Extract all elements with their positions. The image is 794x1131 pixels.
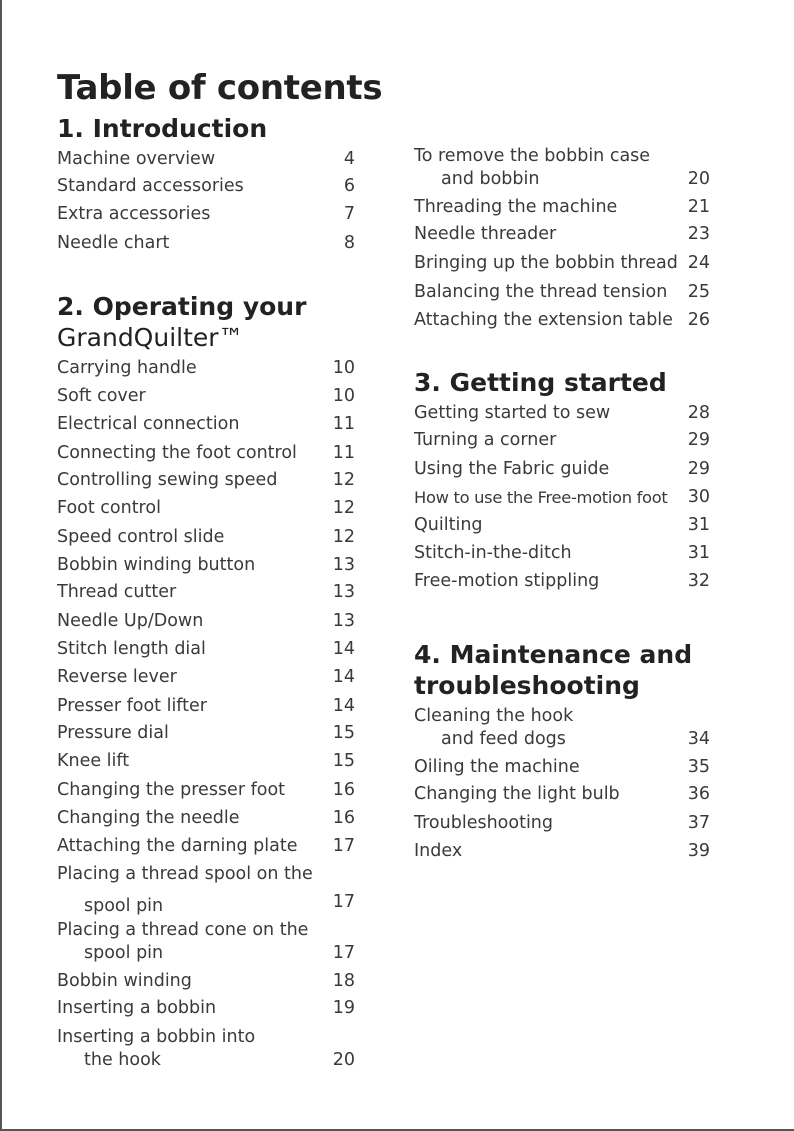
toc-entry-label: Presser foot lifter <box>57 696 207 716</box>
toc-entry-label: Extra accessories <box>57 204 211 224</box>
toc-entry-label: Free-motion stippling <box>414 571 600 591</box>
toc-entry-page: 30 <box>687 487 710 507</box>
document-title: Table of contents <box>57 68 383 108</box>
toc-entry-page: 13 <box>332 555 355 575</box>
section-title-introduction: 1. Introduction <box>57 114 268 143</box>
toc-entry-label: Quilting <box>414 515 483 535</box>
toc-entry-page: 18 <box>332 971 355 991</box>
toc-entry-label-line2: spool pin <box>84 896 164 916</box>
toc-entry-label: Stitch-in-the-ditch <box>414 543 572 563</box>
toc-entry-page: 7 <box>343 204 355 224</box>
toc-entry-label: Attaching the extension table <box>414 310 673 330</box>
toc-entry-label <box>57 1026 255 1072</box>
toc-entry-page: 25 <box>687 282 710 302</box>
toc-entry-page: 24 <box>687 253 710 273</box>
toc-entry-label: Troubleshooting <box>414 813 554 833</box>
section-title-getting-started: 3. Getting started <box>414 368 667 397</box>
toc-entry-page: 35 <box>687 757 710 777</box>
toc-entry-page: 36 <box>687 784 710 804</box>
toc-entry-label: Balancing the thread tension <box>414 282 668 302</box>
toc-entry-label: Needle chart <box>57 233 170 253</box>
toc-entry-label: Reverse lever <box>57 667 177 687</box>
toc-entry-page: 8 <box>343 233 355 253</box>
toc-entry-page: 31 <box>687 543 710 563</box>
toc-entry-page: 12 <box>332 498 355 518</box>
toc-entry-label: Machine overview <box>57 149 216 169</box>
toc-entry-page: 12 <box>332 527 355 547</box>
toc-entry-label: Bringing up the bobbin thread <box>414 253 678 273</box>
toc-entry-page: 37 <box>687 813 710 833</box>
toc-entry-label: Connecting the foot control <box>57 443 297 463</box>
section-title-maintenance-line2: troubleshooting <box>414 671 640 700</box>
toc-entry-page: 29 <box>687 459 710 479</box>
toc-entry-label: Foot control <box>57 498 161 518</box>
toc-entry-label <box>57 919 308 965</box>
toc-entry-label: Pressure dial <box>57 723 169 743</box>
section-title-line: 2. Operating your <box>57 292 307 321</box>
toc-entry-page: 16 <box>332 780 355 800</box>
toc-entry-page: 13 <box>332 611 355 631</box>
toc-entry-page: 6 <box>343 176 355 196</box>
toc-entry-label <box>414 145 650 191</box>
toc-entry-label-line1: To remove the bobbin case <box>414 146 651 166</box>
toc-entry-label-line1: Placing a thread spool on the <box>57 864 313 884</box>
toc-entry-page: 11 <box>332 414 355 434</box>
toc-entry-label <box>414 705 573 751</box>
toc-entry-label: Attaching the darning plate <box>57 836 298 856</box>
toc-entry-label-line2: and feed dogs <box>441 729 566 749</box>
toc-entry-label: Index <box>414 841 463 861</box>
toc-entry-label-line1: Inserting a bobbin into <box>57 1027 256 1047</box>
toc-entry-label: Carrying handle <box>57 358 197 378</box>
toc-entry-page: 14 <box>332 667 355 687</box>
toc-entry-page: 15 <box>332 751 355 771</box>
toc-entry-label: Knee lift <box>57 751 130 771</box>
toc-entry-label: Oiling the machine <box>414 757 580 777</box>
toc-entry-label: Needle Up/Down <box>57 611 204 631</box>
toc-entry-label: Inserting a bobbin <box>57 998 217 1018</box>
toc-entry-page: 17 <box>332 892 355 912</box>
toc-entry-page: 20 <box>332 1050 355 1070</box>
toc-entry-page: 14 <box>332 696 355 716</box>
toc-entry-label: Standard accessories <box>57 176 244 196</box>
toc-entry-label: Threading the machine <box>414 197 618 217</box>
toc-entry-page: 29 <box>687 430 710 450</box>
toc-entry-label: Electrical connection <box>57 414 240 434</box>
toc-entry-label: Getting started to sew <box>414 403 611 423</box>
toc-entry-label-line2: the hook <box>84 1050 161 1070</box>
toc-entry-page: 10 <box>332 358 355 378</box>
section-title-line: GrandQuilter™ <box>57 323 244 352</box>
toc-entry-label: Stitch length dial <box>57 639 206 659</box>
section-title-operating-line2 <box>57 322 244 353</box>
toc-entry-page: 23 <box>687 224 710 244</box>
toc-entry-label: How to use the Free-motion foot <box>414 488 668 507</box>
toc-entry-label-line1: Cleaning the hook <box>414 706 574 726</box>
toc-entry-page: 4 <box>343 149 355 169</box>
toc-entry-page: 10 <box>332 386 355 406</box>
toc-entry-page: 17 <box>332 943 355 963</box>
toc-entry-page: 20 <box>687 169 710 189</box>
toc-entry-page: 11 <box>332 443 355 463</box>
toc-entry-label: Soft cover <box>57 386 146 406</box>
toc-entry-page: 13 <box>332 582 355 602</box>
toc-entry-page: 16 <box>332 808 355 828</box>
toc-entry-page: 26 <box>687 310 710 330</box>
toc-entry-page: 32 <box>687 571 710 591</box>
toc-entry-label-line2: spool pin <box>84 943 164 963</box>
toc-entry-page: 19 <box>332 998 355 1018</box>
toc-entry-page: 17 <box>332 836 355 856</box>
toc-entry-page: 28 <box>687 403 710 423</box>
toc-entry-page: 12 <box>332 470 355 490</box>
toc-entry-label: Bobbin winding <box>57 971 192 991</box>
toc-entry-page: 21 <box>687 197 710 217</box>
toc-entry-label: Changing the presser foot <box>57 780 286 800</box>
toc-entry-page: 31 <box>687 515 710 535</box>
section-title-maintenance: 4. Maintenance and <box>414 640 693 669</box>
toc-entry-label: Thread cutter <box>57 582 177 602</box>
toc-entry-label-line2: and bobbin <box>441 169 540 189</box>
toc-entry-page: 34 <box>687 729 710 749</box>
toc-entry-page: 14 <box>332 639 355 659</box>
toc-entry-label <box>57 863 313 918</box>
toc-entry-label: Needle threader <box>414 224 557 244</box>
section-title-operating <box>57 291 306 322</box>
toc-entry-label: Changing the needle <box>57 808 240 828</box>
toc-entry-label-line1: Placing a thread cone on the <box>57 920 309 940</box>
toc-entry-page: 15 <box>332 723 355 743</box>
toc-entry-label: Speed control slide <box>57 527 225 547</box>
toc-entry-page: 39 <box>687 841 710 861</box>
toc-entry-label: Changing the light bulb <box>414 784 620 804</box>
toc-entry-label: Controlling sewing speed <box>57 470 278 490</box>
toc-entry-label: Using the Fabric guide <box>414 459 610 479</box>
toc-entry-label: Turning a corner <box>414 430 557 450</box>
toc-entry-label: Bobbin winding button <box>57 555 256 575</box>
